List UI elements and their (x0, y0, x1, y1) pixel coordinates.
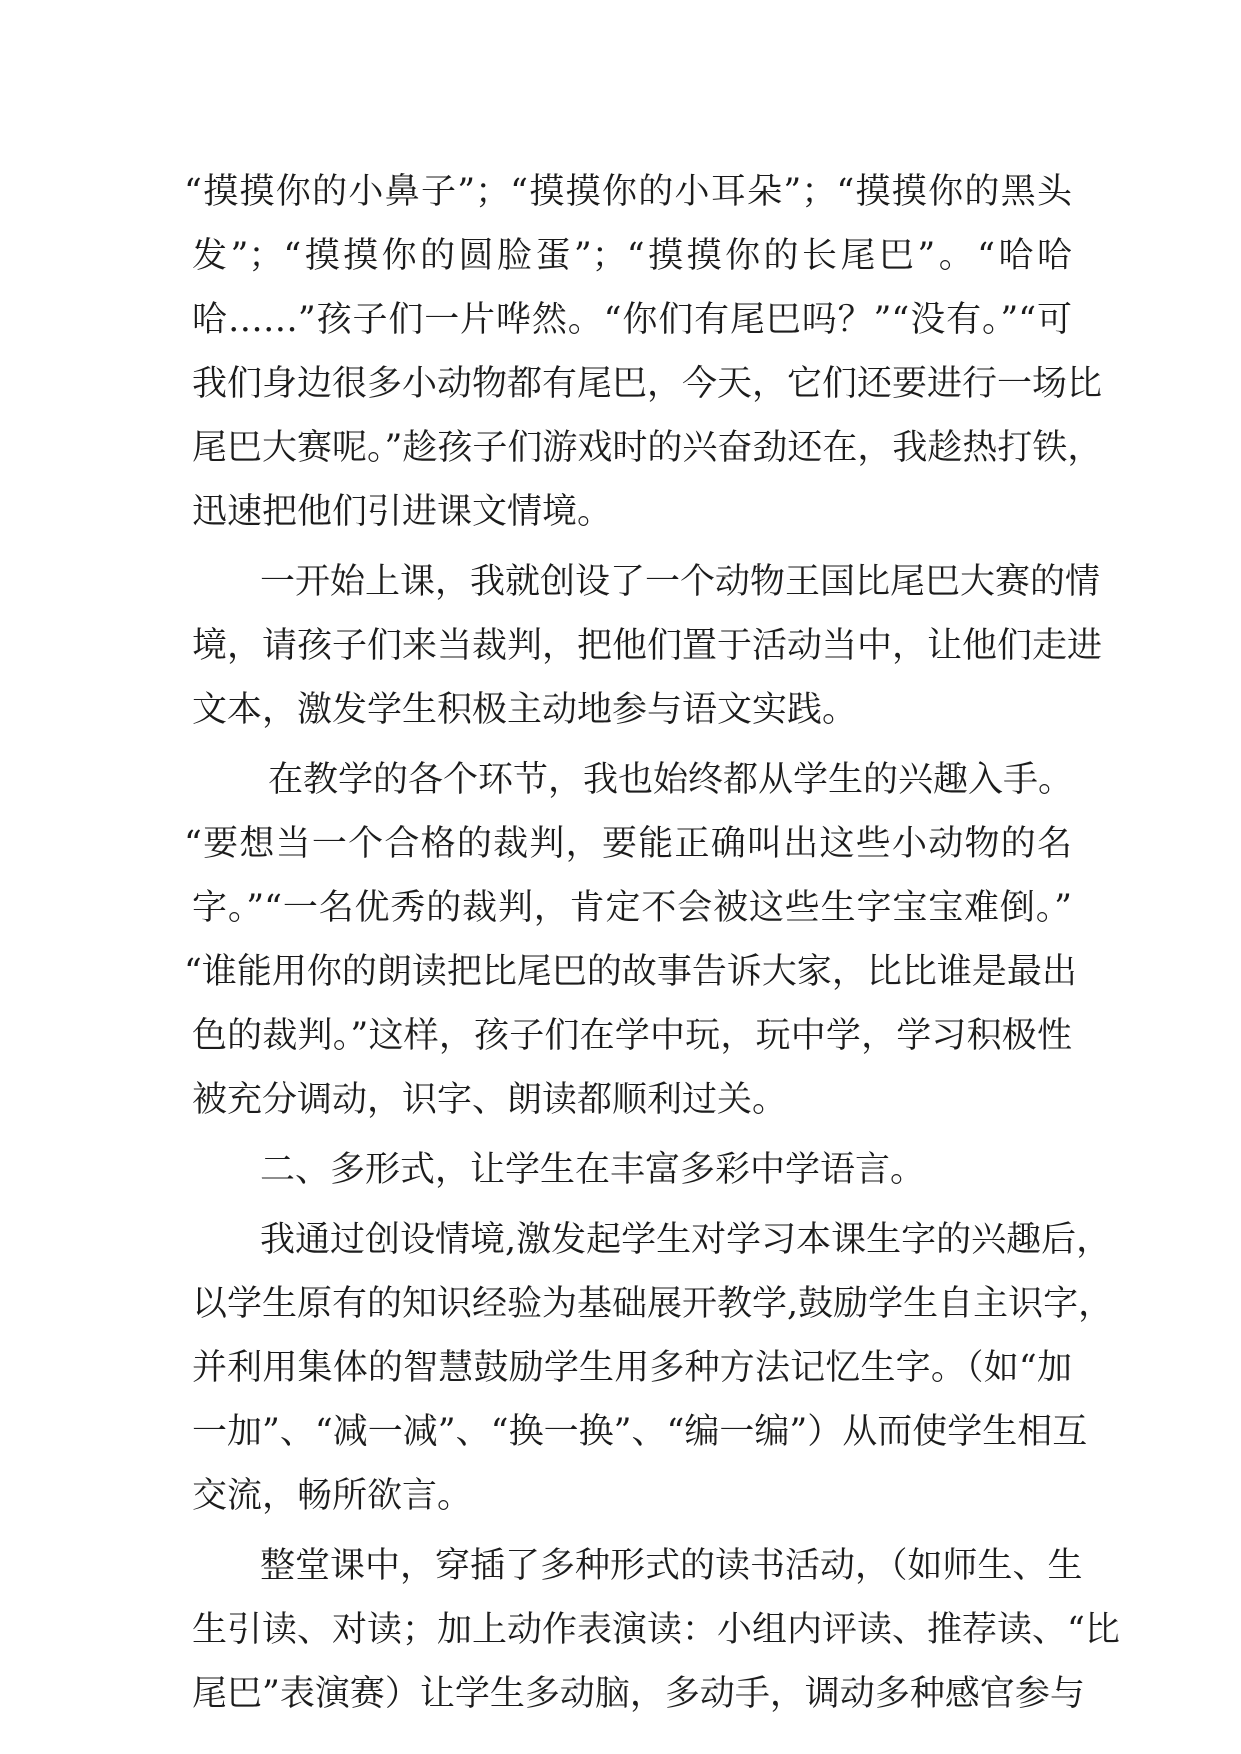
text-line: 尾巴大赛呢。”趁孩子们游戏时的兴奋劲还在，我趁热打铁， (192, 428, 1103, 468)
text-line: “谁能用你的朗读把比尾巴的故事告诉大家，比比谁是最出 (184, 952, 1077, 992)
text-line: 一加”、“减一减”、“换一换”、“编一编”）从而使学生相互 (192, 1412, 1088, 1452)
text-line: 我们身边很多小动物都有尾巴，今天，它们还要进行一场比 (192, 364, 1103, 404)
paragraph-first-line: 一开始上课，我就创设了一个动物王国比尾巴大赛的情 (260, 562, 1101, 602)
text-line: “要想当一个合格的裁判，要能正确叫出这些小动物的名 (184, 824, 1072, 864)
text-line: 交流，畅所欲言。 (192, 1476, 473, 1516)
text-line: 字。”“一名优秀的裁判，肯定不会被这些生字宝宝难倒。” (192, 888, 1072, 928)
text-line: “摸摸你的小鼻子”；“摸摸你的小耳朵”；“摸摸你的黑头 (184, 172, 1072, 212)
paragraph-first-line: 在教学的各个环节，我也始终都从学生的兴趣入手。 (268, 760, 1074, 800)
text-line: 迅速把他们引进课文情境。 (192, 492, 613, 532)
text-line: 被充分调动，识字、朗读都顺利过关。 (192, 1080, 788, 1120)
section-heading: 二、多形式，让学生在丰富多彩中学语言。 (260, 1150, 926, 1190)
text-line: 生引读、对读；加上动作表演读：小组内评读、推荐读、“比 (192, 1610, 1120, 1650)
paragraph-first-line: 我通过创设情境,激发起学生对学习本课生字的兴趣后， (260, 1220, 1112, 1260)
text-line: 并利用集体的智慧鼓励学生用多种方法记忆生字。（如“加 (192, 1348, 1072, 1388)
text-line: 境，请孩子们来当裁判，把他们置于活动当中，让他们走进 (192, 626, 1103, 666)
paragraph-first-line: 整堂课中，穿插了多种形式的读书活动，（如师生、生 (260, 1546, 1083, 1586)
text-line: 以学生原有的知识经验为基础展开教学,鼓励学生自主识字， (192, 1284, 1114, 1324)
text-line: 哈……”孩子们一片哗然。“你们有尾巴吗？”“没有。”“可 (192, 300, 1072, 340)
document-body (184, 160, 1120, 1726)
text-line: 尾巴”表演赛）让学生多动脑，多动手，调动多种感官参与 (192, 1674, 1085, 1714)
text-line: 色的裁判。”这样，孩子们在学中玩，玩中学，学习积极性 (192, 1016, 1072, 1056)
text-line: 文本，激发学生积极主动地参与语文实践。 (192, 690, 858, 730)
text-line: 发”；“摸摸你的圆脸蛋”；“摸摸你的长尾巴”。“哈哈 (192, 236, 1072, 276)
